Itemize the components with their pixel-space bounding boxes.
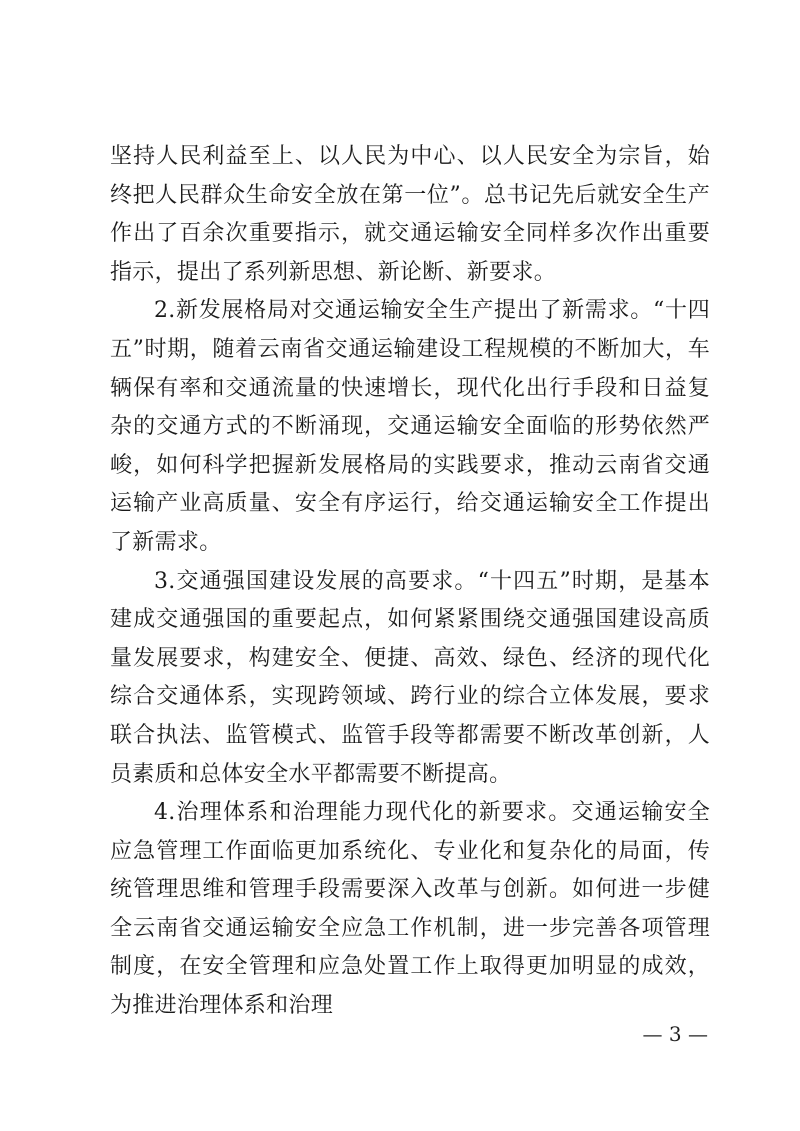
- paragraph-transport-power: 3.交通强国建设发展的高要求。“十四五”时期，是基本建成交通强国的重要起点，如何紧紧围绕交通强国建设高质量发展要求，构建安全、便捷、高效、绿色、经济的现代化综合交通体系，实现跨领域、跨行业的综合立体发展，要求联合执法、监管模式、监管手段等都需要不断改革创新，人员素质和总体安全水平都需要不断提高。: [110, 568, 710, 787]
- paragraph-new-development-pattern: 2.新发展格局对交通运输安全生产提出了新需求。“十四五”时期，随着云南省交通运输建设工程规模的不断加大，车辆保有率和交通流量的快速增长，现代化出行手段和日益复杂的交通方式的不断涌现，交通运输安全面临的形势依然严峻，如何科学把握新发展格局的实践要求，推动云南省交通运输产业高质量、安全有序运行，给交通运输安全工作提出了新需求。: [110, 298, 710, 555]
- page-number: — 3 —: [642, 1022, 708, 1046]
- paragraph-governance-modernization: 4.治理体系和治理能力现代化的新要求。交通运输安全应急管理工作面临更加系统化、专业化和复杂化的局面，传统管理思维和管理手段需要深入改革与创新。如何进一步健全云南省交通运输安全应急工作机制，进一步完善各项管理制度，在安全管理和应急处置工作上取得更加明显的成效，为推进治理体系和治理: [110, 800, 710, 1019]
- paragraph-continuation: 坚持人民利益至上、以人民为中心、以人民安全为宗旨，始终把人民群众生命安全放在第一位”。总书记先后就安全生产作出了百余次重要指示，就交通运输安全同样多次作出重要指示，提出了系列新思想、新论断、新要求。: [110, 144, 710, 285]
- body-text: [110, 138, 710, 1026]
